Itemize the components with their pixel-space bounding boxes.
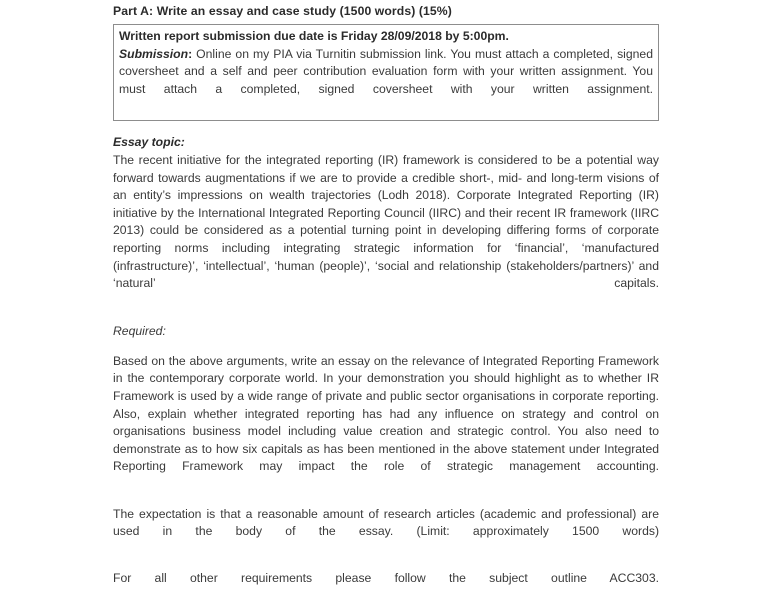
part-a-heading: Part A: Write an essay and case study (1500 words) (15%) xyxy=(113,4,452,18)
document-content-column xyxy=(113,0,659,606)
submission-label-colon: : xyxy=(188,46,193,61)
submission-due-date-line: Written report submission due date is Friday 28/09/2018 by 5:00pm. xyxy=(119,29,509,43)
submission-details-box xyxy=(113,24,659,121)
required-label: Required: xyxy=(113,324,166,339)
submission-label: Submission xyxy=(119,46,189,61)
submission-instructions-text: Online on my PIA via Turnitin submission link. You must attach a completed, signed coversheet and a self and peer contribution evaluation form with your written assignment. You must attach a completed, signed coversheet with your written assignment. xyxy=(119,46,653,96)
submission-instructions-paragraph xyxy=(119,46,653,116)
required-paragraph: Based on the above arguments, write an essay on the relevance of Integrated Reporting Framework in the contemporary corporate world. In your demonstration you should highlight as to whether IR Framework is used by a wide range of private and public sector organisations in corporate reporting. Also, explain whether integrated reporting has had any influence on strategy and control on organisations business model including value creation and strategic control. You also need to demonstrate as to how six capitals as has been mentioned in the above statement under Integrated Reporting Framework may impact the role of strategic management accounting. xyxy=(113,353,659,474)
closing-requirements-paragraph: For all other requirements please follow the subject outline ACC303. xyxy=(113,571,659,586)
essay-topic-label: Essay topic: xyxy=(113,134,185,149)
essay-topic-paragraph: The recent initiative for the integrated reporting (IR) framework is considered to be a potential way forward towards augmentations if we are to provide a credible short-, mid- and long-term visions of an entity’s impressions on wealth trajectories (Lodh 2018). Corporate Integrated Reporting (IR) initiative by the International Integrated Reporting Council (IIRC) and their recent IR framework (IIRC 2013) could be considered as a potential turning point in developing differing forms of corporate reporting norms including integrating strategic information for ‘financial’, ‘manufactured (infrastructure)’, ‘intellectual’, ‘human (people)’, ‘social and relationship (stakeholders/partners)’ and ‘natural’ capitals. xyxy=(113,153,659,291)
expectation-paragraph: The expectation is that a reasonable amount of research articles (academic and professional) are used in the body of the essay. (Limit: approximately 1500 words) xyxy=(113,506,659,539)
